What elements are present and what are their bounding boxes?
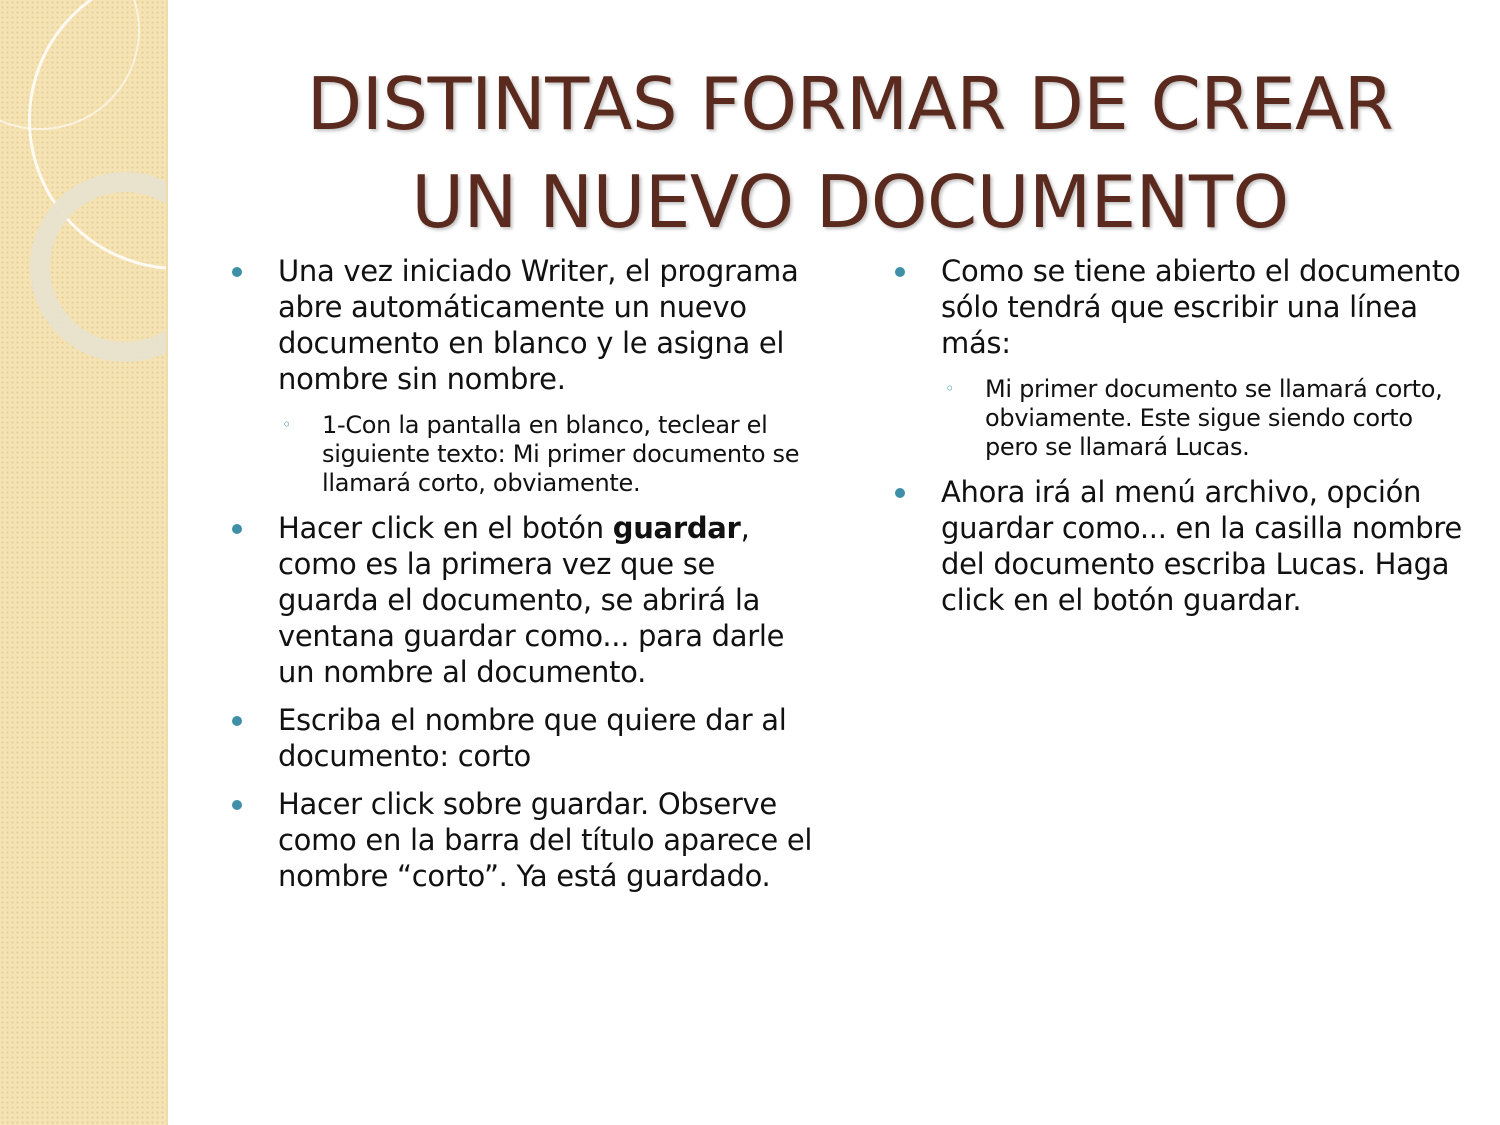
bullet-item: [895, 474, 1465, 618]
bullet-text: Hacer click sobre guardar. Observe como en la barra del título aparece el nombre “corto”. Ya está guardado.: [278, 787, 813, 893]
bullet-item: [232, 786, 822, 894]
bullet-dot-icon: [232, 524, 242, 534]
bullet-item: [232, 510, 822, 690]
sub-bullet-text: 1-Con la pantalla en blanco, teclear el siguiente texto: Mi primer documento se llamará corto, obviamente.: [322, 411, 800, 497]
bullet-text: [278, 510, 822, 690]
bullet-dot-icon: [232, 716, 242, 726]
decorative-side-band: [0, 0, 168, 1125]
bullet-item: [232, 702, 822, 774]
sub-bullet-item: [232, 411, 822, 498]
bullet-text: Una vez iniciado Writer, el programa abre automáticamente un nuevo documento en blanco y le asigna el nombre sin nombre.: [278, 254, 799, 396]
slide-title: [200, 55, 1500, 251]
hollow-circle-bullet-icon: ◦: [945, 379, 955, 398]
title-line-1: DISTINTAS FORMAR DE CREAR: [306, 62, 1394, 146]
title-line-2: UN NUEVO DOCUMENTO: [411, 160, 1289, 244]
bullet-dot-icon: [895, 488, 905, 498]
bullet-text: Ahora irá al menú archivo, opción guardar como... en la casilla nombre del documento escriba Lucas. Haga click en el botón guardar.: [941, 475, 1462, 617]
bold-keyword: guardar: [612, 511, 741, 545]
bullet-item: [232, 253, 822, 397]
bullet-item: [895, 253, 1465, 361]
text-segment: , como es la primera vez que se guarda el documento, se abrirá la ventana guardar como... para darle un nombre al documento.: [278, 511, 785, 689]
sub-bullet-item: [895, 375, 1465, 462]
right-column: [895, 253, 1465, 630]
bullet-dot-icon: [232, 800, 242, 810]
sub-bullet-text: Mi primer documento se llamará corto, obviamente. Este sigue siendo corto pero se llamará Lucas.: [985, 375, 1443, 461]
hollow-circle-bullet-icon: ◦: [282, 415, 292, 434]
bullet-text: Como se tiene abierto el documento sólo tendrá que escribir una línea más:: [941, 254, 1461, 360]
left-column: [232, 253, 822, 906]
bullet-dot-icon: [895, 267, 905, 277]
bullet-text: Escriba el nombre que quiere dar al documento: corto: [278, 703, 787, 773]
text-segment: Hacer click en el botón: [278, 511, 613, 545]
bullet-dot-icon: [232, 267, 242, 277]
